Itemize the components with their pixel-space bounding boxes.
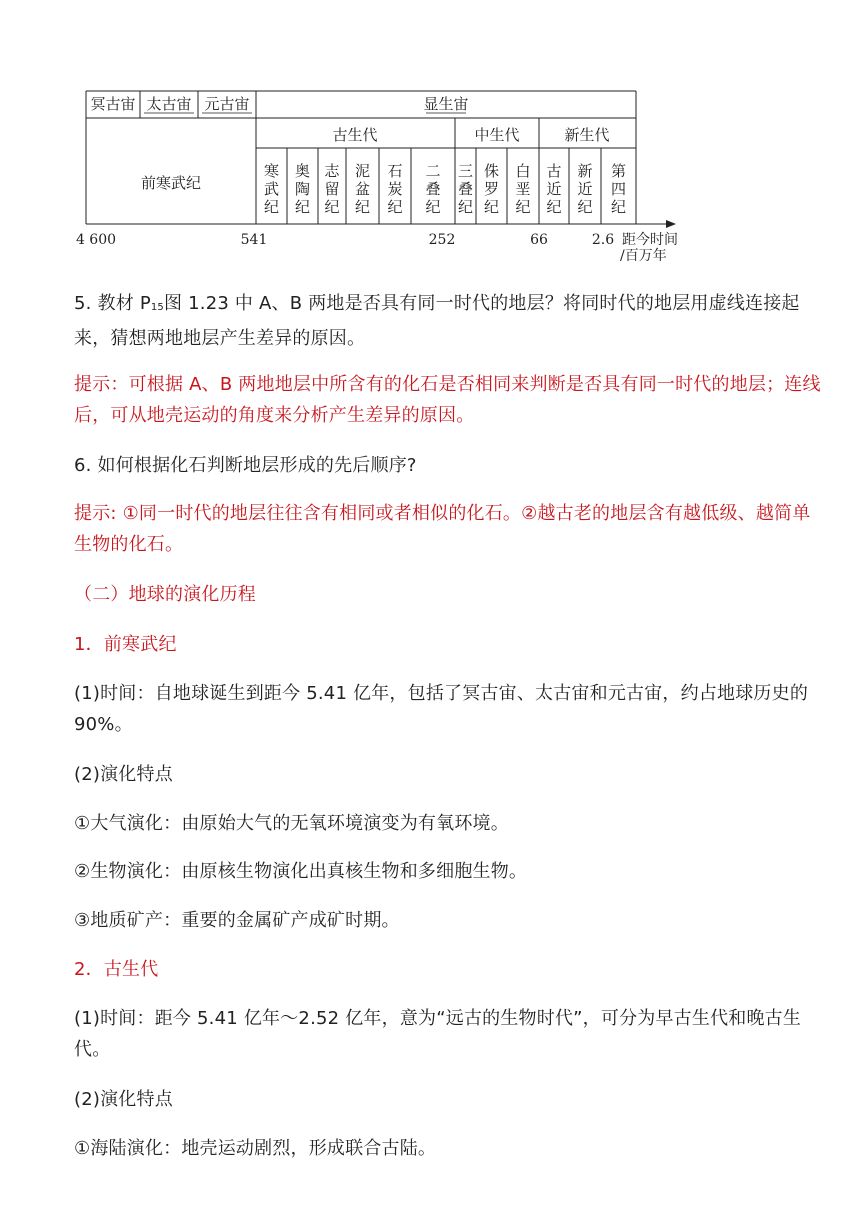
question-5-prefix: 5. 教材 P (74, 293, 151, 314)
precambrian-label: 前寒武纪 (140, 174, 202, 192)
era-label: 新生代 (564, 126, 610, 144)
period-label: 石炭纪 (387, 162, 403, 216)
period-label: 新近纪 (577, 162, 593, 216)
tick-label: 2.6 (591, 232, 615, 248)
eon-label: 显生宙 (423, 95, 469, 113)
era-label: 中生代 (474, 126, 520, 144)
period-label: 白垩纪 (515, 162, 531, 216)
eon-label: 冥古宙 (90, 95, 136, 113)
question-6: 6. 如何根据化石判断地层形成的先后顺序? (74, 455, 417, 476)
subheading-precambrian: 1．前寒武纪 (74, 634, 177, 655)
geologic-time-svg (76, 86, 696, 266)
tick-label: 541 (240, 232, 268, 248)
period-label: 志留纪 (324, 162, 340, 216)
paragraph: (2)演化特点 (74, 764, 173, 785)
period-label: 寒武纪 (263, 162, 280, 216)
axis-unit-label: /百万年 (620, 248, 667, 264)
hint-6: 提示: ①同一时代的地层往往含有相同或者相似的化石。②越古老的地层含有越低级、越简单生物的化石。 (74, 503, 811, 555)
question-5-text: 图 1.23 中 A、B 两地是否具有同一时代的地层？将同时代的地层用虚线连接起来，猜想两地地层产生差异的原因。 (74, 293, 800, 349)
tick-label: 252 (428, 232, 456, 248)
eon-label: 元古宙 (204, 95, 250, 113)
paragraph: (1)时间：自地球诞生到距今 5.41 亿年，包括了冥古宙、太古宙和元古宙，约占地球历史的 90%。 (74, 683, 809, 735)
question-5 (74, 288, 822, 354)
period-label: 奥陶纪 (294, 162, 311, 216)
eon-label: 太古宙 (146, 95, 192, 113)
period-label: 二叠纪 (425, 162, 441, 216)
paragraph: (1)时间：距今 5.41 亿年～2.52 亿年，意为“远古的生物时代”，可分为早古生代和晚古生代。 (74, 1008, 802, 1060)
period-label: 古近纪 (546, 162, 562, 216)
period-label: 侏罗纪 (483, 162, 500, 216)
period-label: 泥盆纪 (354, 162, 371, 216)
geologic-time-chart (76, 86, 696, 266)
axis-arrow-icon (666, 220, 676, 228)
paragraph: ①大气演化：由原始大气的无氧环境演变为有氧环境。 (74, 813, 509, 834)
question-5-page-sub: 15 (150, 302, 164, 313)
section-heading: （二）地球的演化历程 (74, 584, 256, 605)
period-label: 三叠纪 (457, 162, 474, 216)
period-label: 第四纪 (610, 162, 627, 216)
hint-5: 提示：可根据 A、B 两地地层中所含有的化石是否相同来判断是否具有同一时代的地层；连线后，可从地壳运动的角度来分析产生差异的原因。 (74, 374, 821, 426)
tick-label: 66 (530, 232, 548, 248)
tick-label: 4 600 (76, 232, 117, 248)
paragraph: ①海陆演化：地壳运动剧烈，形成联合古陆。 (74, 1138, 437, 1159)
axis-label: 距今时间 (622, 232, 678, 248)
subheading-paleozoic: 2．古生代 (74, 959, 159, 980)
paragraph: (2)演化特点 (74, 1089, 173, 1110)
paragraph: ③地质矿产：重要的金属矿产成矿时期。 (74, 910, 400, 931)
era-label: 古生代 (332, 126, 378, 144)
paragraph: ②生物演化：由原核生物演化出真核生物和多细胞生物。 (74, 861, 528, 882)
